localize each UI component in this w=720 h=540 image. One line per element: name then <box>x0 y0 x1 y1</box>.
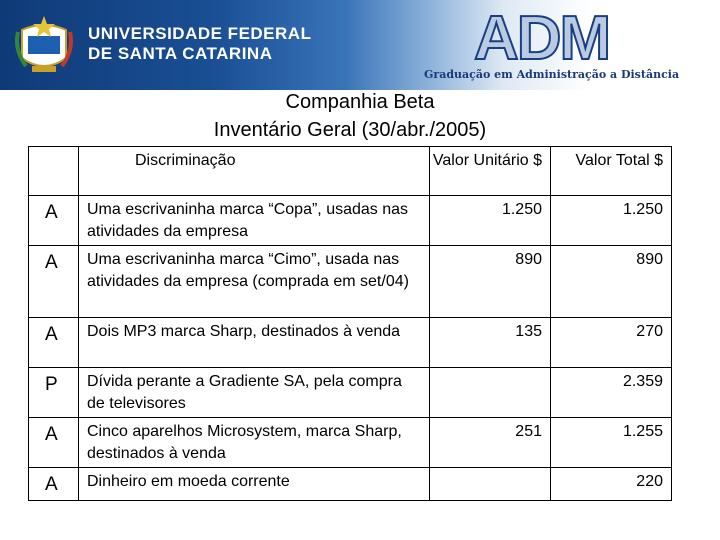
table-row <box>29 196 672 246</box>
row-total-value: 1.250 <box>551 196 672 246</box>
row-total-value: 890 <box>551 246 672 318</box>
header-total-value: Valor Total $ <box>551 147 672 196</box>
header-banner <box>0 0 720 90</box>
row-total-value: 1.255 <box>551 418 672 468</box>
program-name: Graduação em Administração a Distância <box>424 68 680 81</box>
table-row <box>29 318 672 368</box>
row-total-value: 2.359 <box>551 368 672 418</box>
table-row <box>29 246 672 318</box>
row-unit-value: 251 <box>430 418 551 468</box>
row-unit-value: 1.250 <box>430 196 551 246</box>
row-description: Cinco aparelhos Microsystem, marca Sharp, destinados à venda <box>79 418 430 468</box>
row-description: Uma escrivaninha marca “Cimo”, usada nas atividades da empresa (comprada em set/04) <box>79 246 430 318</box>
row-total-value: 220 <box>551 468 672 501</box>
row-unit-value <box>430 368 551 418</box>
row-tag: A <box>29 196 79 246</box>
header-unit-value: Valor Unitário $ <box>430 147 551 196</box>
inventory-table <box>28 146 672 501</box>
row-unit-value: 135 <box>430 318 551 368</box>
inventory-title: Inventário Geral (30/abr./2005) <box>213 119 487 141</box>
row-total-value: 270 <box>551 318 672 368</box>
row-tag: A <box>29 468 79 501</box>
row-tag: A <box>29 318 79 368</box>
university-crest-icon <box>14 10 74 80</box>
row-description: Dívida perante a Gradiente SA, pela compra de televisores <box>79 368 430 418</box>
row-tag: A <box>29 418 79 468</box>
header-tag-cell <box>29 147 79 196</box>
table-row <box>29 418 672 468</box>
program-logo: ADM <box>474 4 610 73</box>
table-header-row <box>29 147 672 196</box>
table-row <box>29 468 672 501</box>
row-tag: A <box>29 246 79 318</box>
header-description: Discriminação <box>79 147 430 196</box>
row-description: Dinheiro em moeda corrente <box>79 468 430 501</box>
university-name-line1: UNIVERSIDADE FEDERAL <box>88 24 312 43</box>
company-title: Companhia Beta <box>285 91 435 113</box>
table-row <box>29 368 672 418</box>
row-description: Uma escrivaninha marca “Copa”, usadas nas atividades da empresa <box>79 196 430 246</box>
university-name-line2: DE SANTA CATARINA <box>88 44 273 63</box>
row-tag: P <box>29 368 79 418</box>
row-description: Dois MP3 marca Sharp, destinados à venda <box>79 318 430 368</box>
university-name <box>88 24 311 64</box>
row-unit-value <box>430 468 551 501</box>
row-unit-value: 890 <box>430 246 551 318</box>
